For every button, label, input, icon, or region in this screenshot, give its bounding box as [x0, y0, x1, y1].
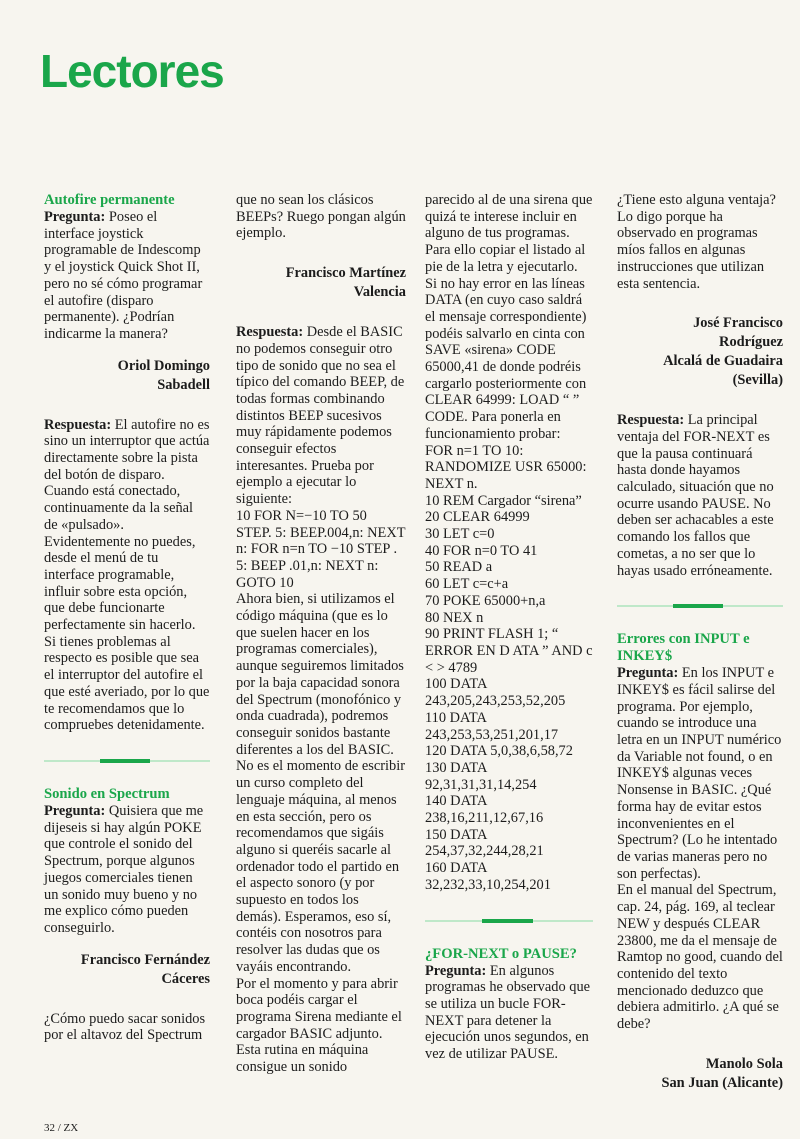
question-sonido-2: ¿Cómo puedo sacar sonidos por el altavoz del Spectrum	[44, 1010, 206, 1044]
question-text: En los INPUT e INKEY$ es fácil salirse del programa. Por ejemplo, cuando se introduce una letra en un INPUT numérico da Variable not found, o en INKEY$ algunas veces Nonsense in BASIC. ¿Qué forma hay de evitar estos inconvenientes en el Spectrum? (Lo he intentado de varias maneras pero no son perfectas).	[617, 665, 782, 882]
answer-text: La principal ventaja del FOR-NEXT es que la pausa continuará hasta donde hayamos calculado, situación que no ocurre usando PAUSE. No deben ser achacables a este comando los fallos que cometas, a no ser que lo hayas usado erróneamente.	[617, 412, 774, 579]
question-label: Pregunta:	[44, 209, 106, 225]
signature-city: Alcalá de Guadaira	[663, 353, 783, 370]
question-text: Poseo el interface joystick programable de Indescomp y el joystick Quick Shot II, pero no sé cómo programar el autofire (disparo permanente). ¿Podrían indicarme la manera?	[44, 209, 203, 342]
question-label: Pregunta:	[425, 962, 487, 979]
signature-city: San Juan (Alicante)	[661, 1074, 783, 1091]
question-continuation: que no sean los clásicos BEEPs? Ruego pongan algún ejemplo.	[236, 192, 406, 242]
signature-city: Valencia	[353, 284, 406, 301]
signature-city: Cáceres	[161, 970, 210, 987]
section-heading-autofire: Autofire permanente	[44, 192, 175, 208]
section-heading-input: Errores con INPUT e INKEY$	[617, 631, 750, 665]
section-heading-for-next: ¿FOR-NEXT o PAUSE?	[425, 945, 577, 962]
answer-for-next	[617, 412, 783, 579]
question-text: En algunos programas he observado que se utiliza un bucle FOR-NEXT para detener la ejecución unos segundos, en vez de utilizar PAUSE.	[425, 962, 591, 1063]
answer-text-2: Ahora bien, si utilizamos el código máquina (que es lo que suelen hacer en los programas comerciales), aunque seguiremos limitados por la baja capacidad sonora del Spectrum (monofónico y onda cuadrada), podremos conseguir sonidos bastante diferentes a los del BASIC. No es el momento de escribir un curso completo del lenguaje máquina, al menos en esta sección, pero os recomendamos que sigáis alguno si queréis sacarle al ordenador todo el partido en el aspecto sonoro (y por supuesto en todos los demás). Esperamos, eso sí, contéis con nosotros para resolver las dudas que os vayáis encontrando.	[236, 591, 406, 975]
code-beep-example: 10 FOR N=−10 TO 50 STEP. 5: BEEP.004,n: NEXT n: FOR n=n TO −10 STEP . 5: BEEP .01,n: NEXT n: GOTO 10	[236, 507, 406, 591]
section-divider	[44, 760, 210, 762]
section-divider	[425, 920, 593, 922]
answer-text: El autofire no es sino un interruptor que actúa directamente sobre la pista del botón de disparo. Cuando está conectado, continuamente da la señal de «pulsado». Evidentemente no puedes, desde el menú de tu interface programable, influir sobre esta opción, que debe funcionarte perfectamente sin hacerlo. Si tienes problemas al respecto es posible que sea el interruptor del autofire el que esté averiado, por lo que te recomendamos que lo compruebes detenidamente.	[44, 416, 210, 734]
answer-text: Desde el BASIC no podemos conseguir otro tipo de sonido que no sea el típico del comando BEEP, de todas formas combinando distintos BEEP sucesivos muy rápidamente podemos conseguir efectos interesantes. Prueba por ejemplo a ejecutar lo siguiente:	[236, 324, 405, 508]
answer-label: Respuesta:	[617, 412, 685, 429]
question-autofire	[44, 209, 210, 343]
section-heading-sonido: Sonido en Spectrum	[44, 785, 170, 802]
answer-text-3: Por el momento y para abrir boca podéis cargar el programa Sirena mediante el cargador BASIC adjunto. Esta rutina en máquina consigue un sonido	[236, 975, 402, 1076]
answer-label: Respuesta:	[236, 324, 304, 341]
question-label: Pregunta:	[617, 665, 679, 682]
column-2	[236, 192, 406, 1076]
column-4	[617, 192, 783, 1093]
question-label: Pregunta:	[44, 802, 106, 819]
question-text: Quisiera que me dijeseis si hay algún POKE que controle el sonido del Spectrum, porque algunos juegos comerciales tienen un sonido muy bueno y no me explico cómo pueden conseguirlo.	[44, 802, 204, 936]
question-sonido	[44, 803, 210, 937]
signature-name: Oriol Domingo	[117, 357, 210, 374]
page-title: Lectores	[40, 45, 224, 97]
answer-autofire	[44, 417, 210, 734]
section-divider	[617, 605, 783, 607]
question-input	[617, 665, 783, 882]
signature-name: José Francisco	[693, 315, 783, 332]
column-1	[44, 192, 210, 1044]
signature-province: (Sevilla)	[732, 372, 783, 389]
question-input-2: En el manual del Spectrum, cap. 24, pág. 169, al teclear NEW y después CLEAR 23800, me da el mensaje de Ramtop no good, cuando del contenido del texto mencionado deduzco que debiera admitirlo. ¿A qué se debe?	[617, 882, 783, 1033]
question-continuation: ¿Tiene esto alguna ventaja? Lo digo porque ha observado en programas míos fallos en algunas instrucciones que utilizan esta sentencia.	[617, 192, 776, 292]
signature-name: Manolo Sola	[705, 1055, 783, 1072]
signature-city: Sabadell	[157, 376, 210, 393]
column-3	[425, 192, 593, 1063]
answer-label: Respuesta:	[44, 416, 112, 433]
question-for-next	[425, 963, 593, 1063]
page-number: 32 / ZX	[44, 1122, 79, 1134]
answer-sonido	[236, 324, 406, 508]
code-listing-sirena: 10 REM Cargador “sirena” 20 CLEAR 64999 30 LET c=0 40 FOR n=0 TO 41 50 READ a 60 LET c=c+a 70 POKE 65000+n,a 80 NEX n 90 PRINT FLASH 1; “ ERROR EN D ATA ” AND c < > 4789 100 DATA 243,205,243,253,52,205 110 DATA 243,253,53,251,201,17 120 DATA 5,0,38,6,58,72 130 DATA 92,31,31,31,14,254 140 DATA 238,16,211,12,67,16 150 DATA 254,37,32,244,28,21 160 DATA 32,232,33,10,254,201	[425, 492, 593, 893]
signature-name: Francisco Martínez	[285, 265, 406, 282]
signature-surname: Rodríguez	[719, 334, 783, 351]
answer-continuation: parecido al de una sirena que quizá te interese incluir en alguno de tus programas. Para ello copiar el listado al pie de la letra y ejecutarlo. Si no hay error en las líneas DATA (en cuyo caso saldrá el mensaje correspondiente) podéis salvarlo en cinta con SAVE «sirena» CODE 65000,41 de donde podréis cargarlo posteriormente con CLEAR 64999: LOAD “ ” CODE. Para ponerla en funcionamiento probar:	[425, 192, 593, 442]
code-run-example: FOR n=1 TO 10: RANDOMIZE USR 65000: NEXT n.	[425, 442, 587, 492]
signature-name: Francisco Fernández	[80, 951, 210, 968]
